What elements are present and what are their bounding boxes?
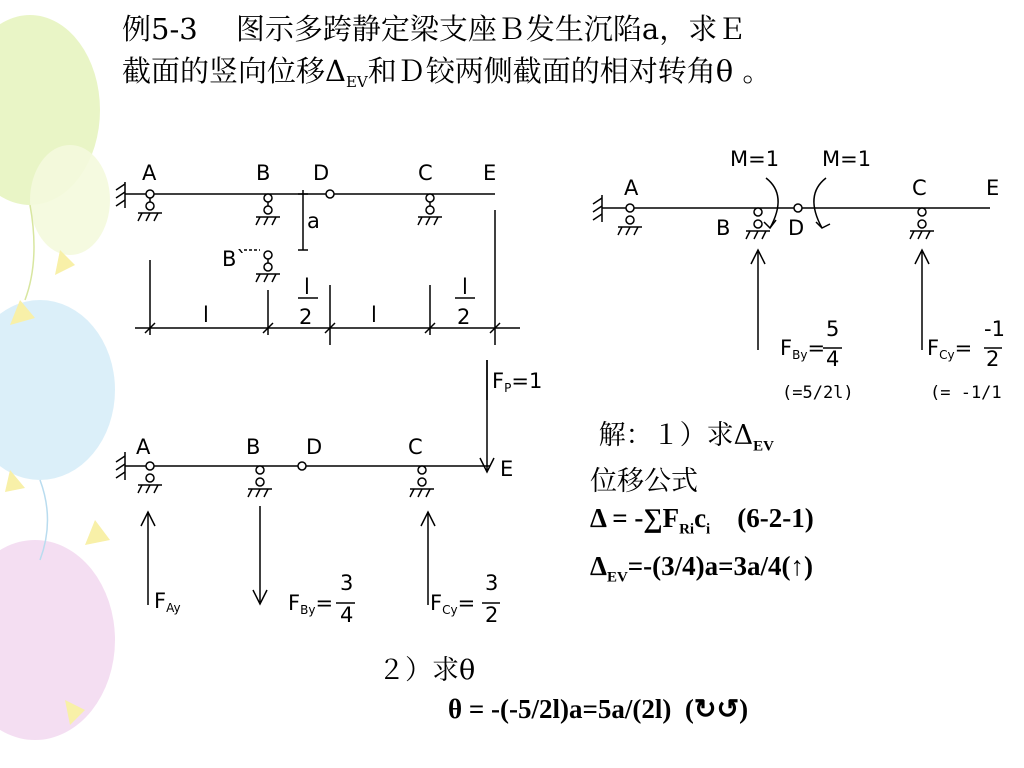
part2-heading: ２）求θ — [378, 655, 476, 686]
reaction-FCy-3-num: 3 — [485, 571, 499, 595]
label-D-2: D — [788, 216, 805, 240]
reaction-FBy-den: 4 — [826, 347, 840, 371]
moment-label-2: M=1 — [822, 147, 872, 171]
rotation-formula — [378, 690, 748, 728]
solution-block — [590, 418, 814, 595]
title-line-1: 例5-3 图示多跨静定梁支座Ｂ发生沉陷a，求Ｅ — [122, 12, 747, 46]
unit-load-figure — [110, 430, 570, 640]
label-D: D — [313, 161, 330, 185]
title-line-2-pre: 截面的竖向位移Δ — [122, 54, 346, 88]
rotation-symbol: (↻↺) — [684, 694, 749, 724]
dim-l-2: l — [371, 303, 377, 327]
dim-l2-den-2: 2 — [457, 305, 471, 329]
reaction-FAy: FAy — [154, 589, 181, 615]
label-D-3: D — [306, 435, 323, 459]
formula-title: 位移公式 — [590, 466, 698, 498]
reaction-FBy-3: FBy= — [288, 591, 334, 617]
solution-heading-sub: EV — [753, 438, 774, 455]
reaction-FCy-num: -1 — [984, 317, 1005, 341]
label-A: A — [142, 161, 157, 185]
dim-l2-num-2: l — [462, 275, 468, 299]
part2-block — [378, 652, 748, 728]
moment-label-1: M=1 — [730, 147, 780, 171]
label-C: C — [418, 161, 433, 185]
displacement-result: $\Delta_{EV}=-(3/4)a=3a/4(↑)$ — [590, 550, 814, 586]
reaction-FBy-num: 5 — [826, 317, 840, 341]
label-B-prime: B` — [222, 247, 247, 271]
note-FCy: (= -1/1 — [930, 383, 1002, 403]
solution-heading-text: 解：１）求Δ — [598, 420, 754, 451]
label-a: a — [307, 209, 320, 233]
load-label: FP=1 — [492, 369, 543, 395]
reaction-FBy-3-den: 4 — [340, 603, 354, 627]
title-line-2 — [122, 50, 1012, 103]
moment-arc-right — [814, 178, 826, 228]
formula-ref: (6-2-1) — [737, 503, 814, 534]
label-C-2: C — [912, 176, 927, 200]
displacement-formula: $\Delta = -\sum F_{Ri}c_i$ (6-2-1) — [590, 503, 814, 538]
label-B-3: B — [246, 435, 261, 459]
title-line-2-sub: EV — [345, 73, 368, 91]
rotation-formula-text: θ = -(-5/2l)a=5a/(2l) — [448, 694, 672, 724]
reaction-FCy-den: 2 — [986, 347, 1000, 371]
reaction-FBy-unit: FBy= — [780, 336, 826, 362]
reaction-FCy-3: FCy= — [430, 591, 476, 617]
label-E: E — [483, 161, 497, 185]
dim-l2-den-1: 2 — [299, 305, 313, 329]
label-A-2: A — [624, 176, 639, 200]
label-C-3: C — [408, 435, 423, 459]
dim-l2-num-1: l — [304, 275, 310, 299]
reaction-FBy-3-num: 3 — [340, 571, 354, 595]
reaction-FCy-3-den: 2 — [485, 603, 499, 627]
solution-heading — [590, 418, 814, 464]
reaction-FCy-unit: FCy= — [927, 336, 973, 362]
dim-l-1: l — [203, 303, 209, 327]
label-E-2: E — [986, 176, 1000, 200]
note-FBy: (=5/2l) — [782, 383, 854, 403]
unit-moment-figure — [590, 140, 1024, 410]
label-B: B — [256, 161, 271, 185]
label-A-3: A — [136, 435, 151, 459]
problem-title — [122, 8, 1012, 103]
label-B-2: B — [716, 216, 731, 240]
title-line-2-post: 和Ｄ铰两侧截面的相对转角θ 。 — [367, 54, 772, 88]
label-E-3: E — [500, 457, 514, 481]
